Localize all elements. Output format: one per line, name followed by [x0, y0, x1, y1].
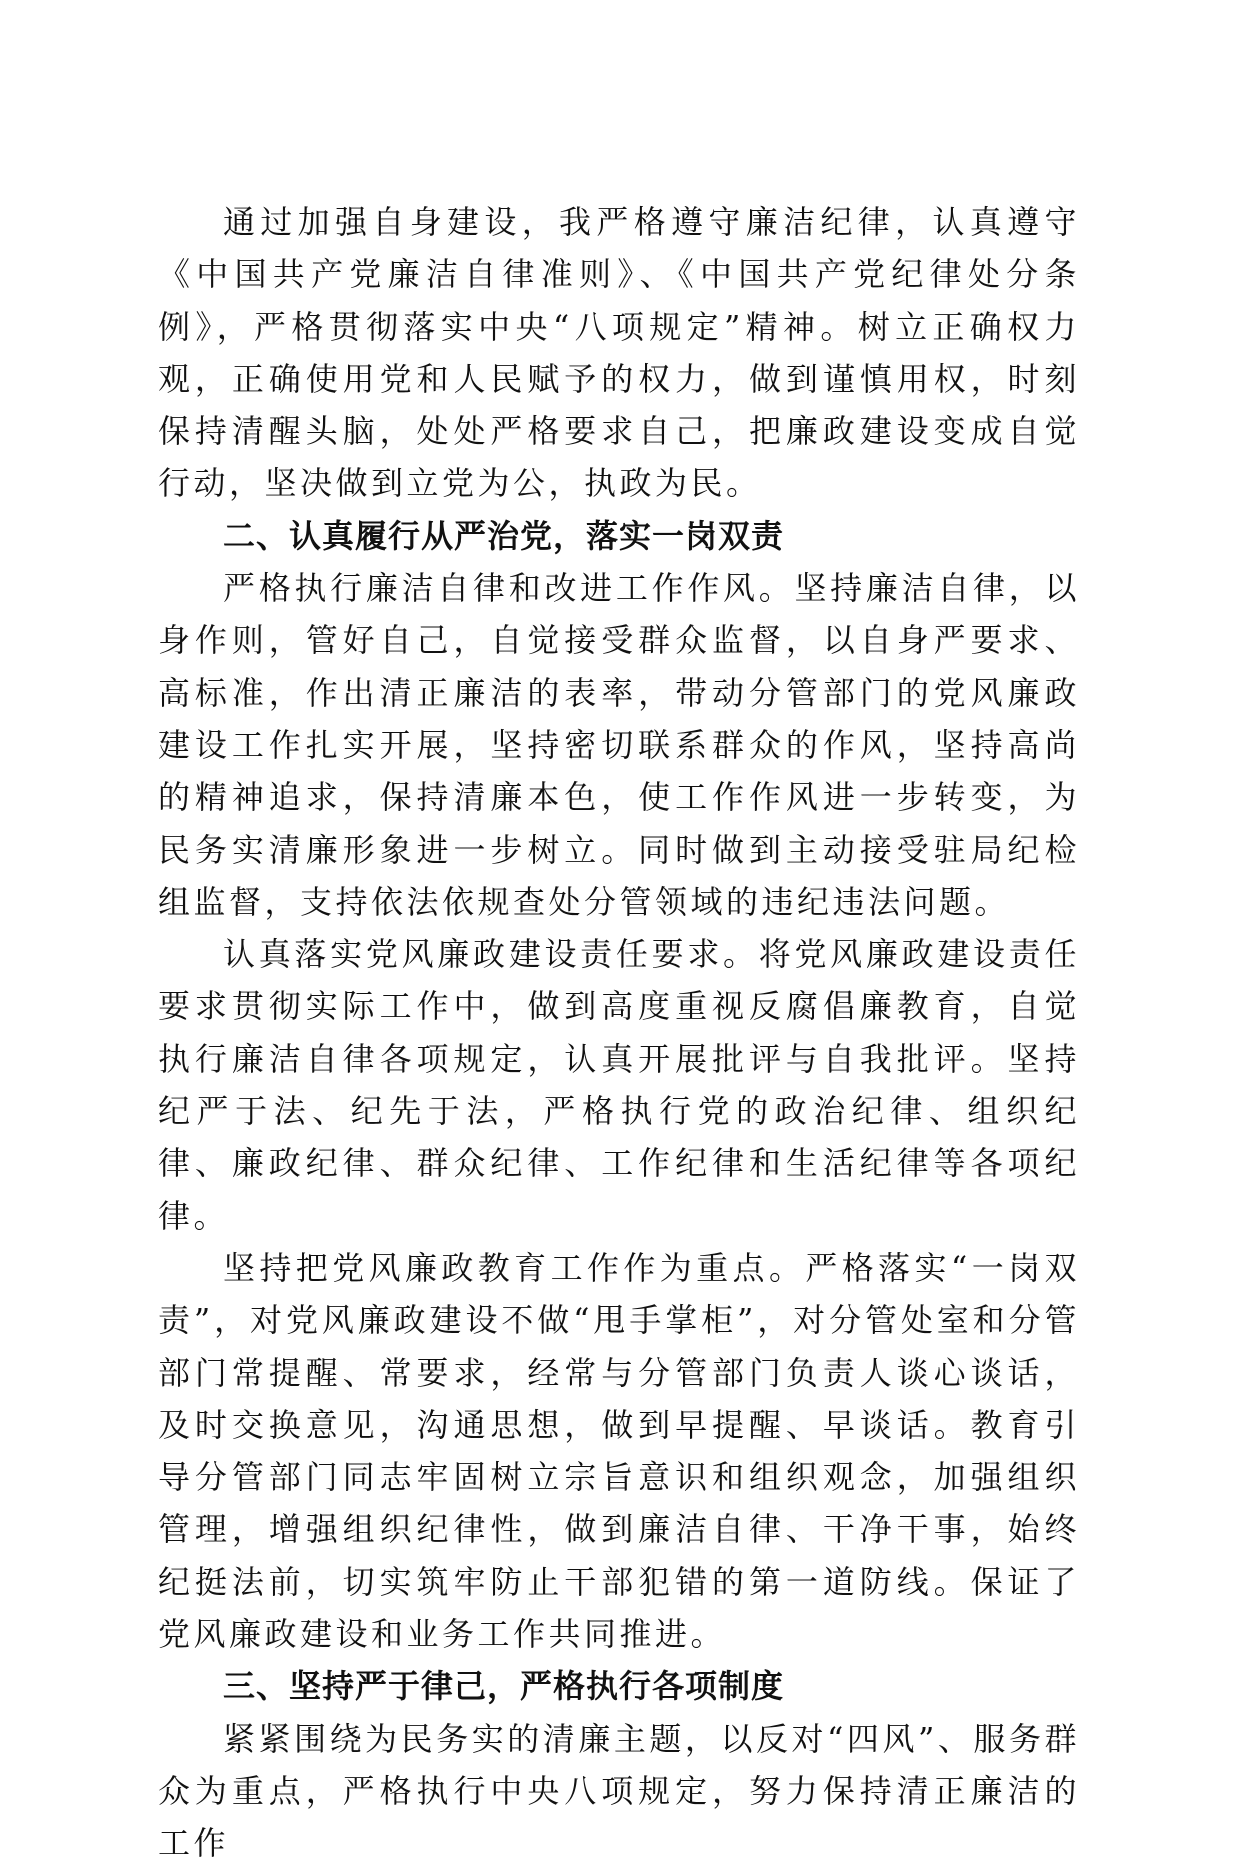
paragraph-work-style: 严格执行廉洁自律和改进工作作风。坚持廉洁自律，以身作则，管好自己，自觉接受群众监督，以自身严要求、高标准，作出清正廉洁的表率，带动分管部门的党风廉政建设工作扎实开展，坚持密切联系群众的作风，坚持高尚的精神追求，保持清廉本色，使工作作风进一步转变，为民务实清廉形象进一步树立。同时做到主动接受驻局纪检组监督，支持依法依规查处分管领域的违纪违法问题。	[158, 569, 1080, 921]
paragraph-education-focus: 坚持把党风廉政教育工作作为重点。严格落实“一岗双责”，对党风廉政建设不做“甩手掌柜”，对分管处室和分管部门常提醒、常要求，经常与分管部门负责人谈心谈话，及时交换意见，沟通思想，做到早提醒、早谈话。教育引导分管部门同志牢固树立宗旨意识和组织观念，加强组织管理，增强组织纪律性，做到廉洁自律、干净干事，始终纪挺法前，切实筑牢防止干部犯错的第一道防线。保证了党风廉政建设和业务工作共同推进。	[158, 1248, 1080, 1654]
paragraph-responsibility: 认真落实党风廉政建设责任要求。将党风廉政建设责任要求贯彻实际工作中，做到高度重视反腐倡廉教育，自觉执行廉洁自律各项规定，认真开展批评与自我批评。坚持纪严于法、纪先于法，严格执行党的政治纪律、组织纪律、廉政纪律、群众纪律、工作纪律和生活纪律等各项纪律。	[158, 935, 1080, 1235]
section-heading-two: 二、认真履行从严治党，落实一岗双责	[223, 516, 785, 555]
paragraph-self-discipline: 通过加强自身建设，我严格遵守廉洁纪律，认真遵守《中国共产党廉洁自律准则》、《中国共产党纪律处分条例》，严格贯彻落实中央“八项规定”精神。树立正确权力观，正确使用党和人民赋予的权力，做到谨慎用权，时刻保持清醒头脑，处处严格要求自己，把廉政建设变成自觉行动，坚决做到立党为公，执政为民。	[158, 203, 1080, 503]
paragraph-clean-theme: 紧紧围绕为民务实的清廉主题，以反对“四风”、服务群众为重点，严格执行中央八项规定，努力保持清正廉洁的工作	[158, 1719, 1080, 1863]
section-heading-three: 三、坚持严于律己，严格执行各项制度	[223, 1667, 785, 1706]
document-body	[158, 196, 1080, 1870]
